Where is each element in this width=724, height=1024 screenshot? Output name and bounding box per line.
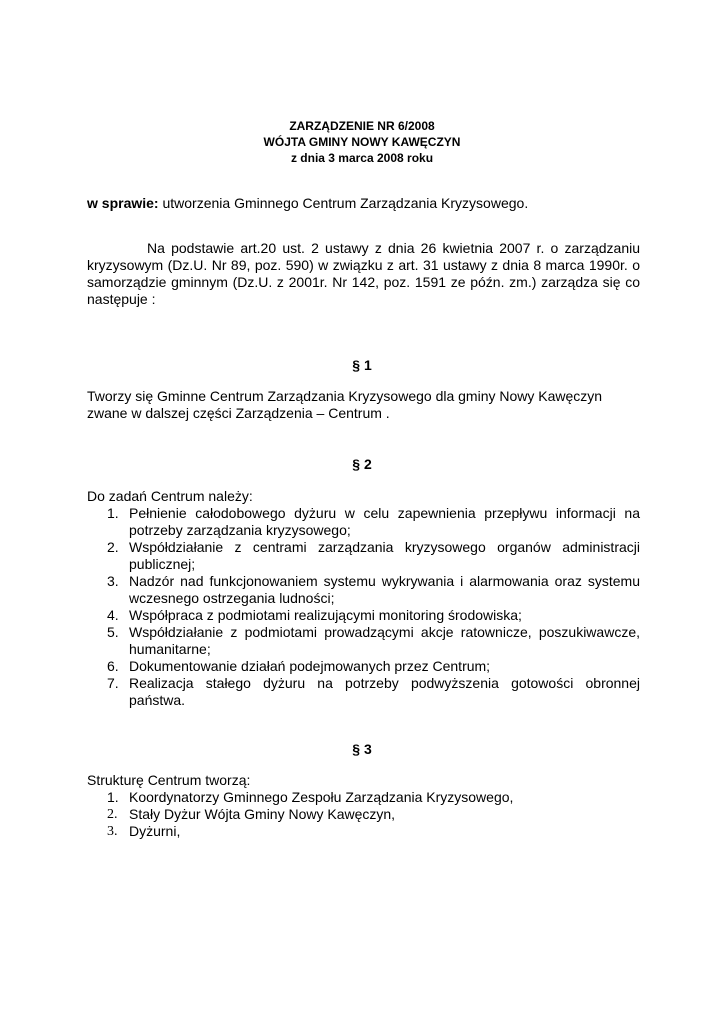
section-1-mark: § 1 [352, 357, 372, 373]
list-item-number: 6. [107, 658, 119, 674]
section-2-intro: Do zadań Centrum należy: [87, 488, 253, 504]
list-item-text: Współdziałanie z podmiotami prowadzącymi akcje ratownicze, poszukiwawcze, humanitarne; [129, 624, 640, 657]
section-1-line-2: zwane w dalszej części Zarządzenia – Centrum . [87, 405, 390, 421]
section-2-task-list [107, 505, 640, 709]
list-item-number: 2. [107, 539, 119, 555]
list-item [107, 505, 640, 539]
list-item-text: Współpraca z podmiotami realizującymi monitoring środowiska; [129, 607, 522, 623]
document-title: ZARZĄDZENIE NR 6/2008 [289, 119, 435, 133]
section-2-mark: § 2 [352, 456, 372, 472]
list-item-number: 1. [107, 505, 119, 521]
section-3-intro: Strukturę Centrum tworzą: [87, 772, 251, 788]
list-item-number: 2. [107, 807, 118, 822]
section-3-mark: § 3 [352, 741, 372, 757]
list-item [107, 658, 640, 675]
list-item-text: Koordynatorzy Gminnego Zespołu Zarządzania Kryzysowego, [129, 789, 514, 805]
subject-line [87, 194, 528, 212]
list-item-text: Nadzór nad funkcjonowaniem systemu wykrywania i alarmowania oraz systemu wczesnego ostrzegania ludności; [129, 573, 640, 606]
list-item-text: Współdziałanie z centrami zarządzania kryzysowego organów administracji publicznej; [129, 539, 640, 572]
list-item-text: Dokumentowanie działań podejmowanych przez Centrum; [129, 658, 491, 674]
list-item-number: 7. [107, 675, 119, 691]
list-item-number: 5. [107, 624, 119, 640]
list-item [107, 573, 640, 607]
section-3-structure-list [107, 789, 640, 840]
list-item [107, 607, 640, 624]
list-item-text: Realizacja stałego dyżuru na potrzeby podwyższenia gotowości obronnej państwa. [129, 675, 640, 708]
legal-basis-paragraph [87, 240, 640, 308]
list-item [107, 823, 640, 840]
subject-text: utworzenia Gminnego Centrum Zarządzania Kryzysowego. [158, 195, 529, 211]
list-item-text: Stały Dyżur Wójta Gminy Nowy Kawęczyn, [129, 806, 396, 822]
legal-basis-text: Na podstawie art.20 ust. 2 ustawy z dnia 26 kwietnia 2007 r. o zarządzaniu kryzysowym (Dz.U. Nr 89, poz. 590) w związku z art. 31 ustawy z dnia 8 marca 1990r. o samorządzie gminnym (Dz.U. z 2001r. Nr 142, poz. 1591 ze późn. zm.) zarządza się co następuje : [87, 240, 640, 307]
list-item [107, 624, 640, 658]
list-item [107, 806, 640, 823]
list-item-number: 1. [107, 789, 119, 805]
section-1-line-1: Tworzy się Gminne Centrum Zarządzania Kryzysowego dla gminy Nowy Kawęczyn [87, 388, 603, 404]
document-date: z dnia 3 marca 2008 roku [290, 151, 434, 165]
list-item-number: 4. [107, 607, 119, 623]
document-issuer: WÓJTA GMINY NOWY KAWĘCZYN [263, 135, 461, 149]
list-item-number: 3. [107, 573, 119, 589]
list-item-number: 3. [107, 824, 118, 839]
list-item [107, 789, 640, 806]
list-item-text: Dyżurni, [129, 823, 181, 839]
list-item-text: Pełnienie całodobowego dyżuru w celu zapewnienia przepływu informacji na potrzeby zarządzania kryzysowego; [129, 505, 640, 538]
list-item [107, 675, 640, 709]
subject-label: w sprawie: [87, 195, 159, 211]
list-item [107, 539, 640, 573]
